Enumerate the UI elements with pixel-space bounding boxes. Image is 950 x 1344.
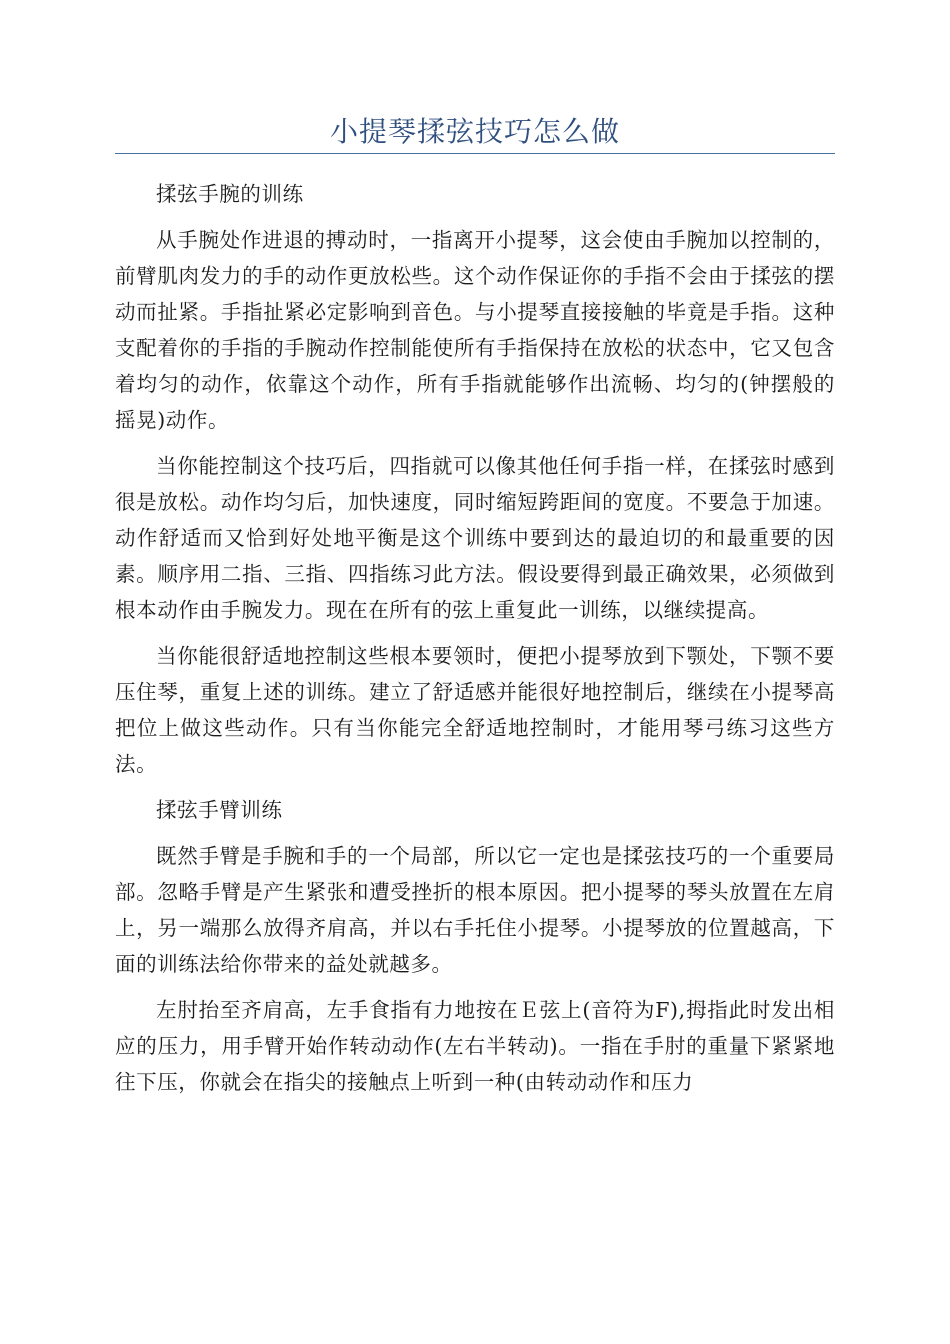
document-body (115, 176, 835, 1110)
paragraph: 左肘抬至齐肩高，左手食指有力地按在Ｅ弦上(音符为F),拇指此时发出相应的压力，用手臂开始作转动动作(左右半转动)。一指在手肘的重量下紧紧地往下压，你就会在指尖的接触点上听到一种(由转动动作和压力 (115, 998, 835, 1094)
section-heading-arm: 揉弦手臂训练 (156, 798, 283, 822)
paragraph: 当你能很舒适地控制这些根本要领时，便把小提琴放到下颚处，下颚不要压住琴，重复上述的训练。建立了舒适感并能很好地控制后，继续在小提琴高把位上做这些动作。只有当你能完全舒适地控制时，才能用琴弓练习这些方法。 (115, 644, 835, 776)
paragraph: 从手腕处作进退的搏动时，一指离开小提琴，这会使由手腕加以控制的，前臂肌肉发力的手的动作更放松些。这个动作保证你的手指不会由于揉弦的摆动而扯紧。手指扯紧必定影响到音色。与小提琴直接接触的毕竟是手指。这种支配着你的手指的手腕动作控制能使所有手指保持在放松的状态中，它又包含着均匀的动作，依靠这个动作，所有手指就能够作出流畅、均匀的(钟摆般的摇晃)动作。 (115, 228, 835, 432)
section-heading-wrist: 揉弦手腕的训练 (156, 182, 304, 206)
paragraph: 当你能控制这个技巧后，四指就可以像其他任何手指一样，在揉弦时感到很是放松。动作均匀后，加快速度，同时缩短跨距间的宽度。不要急于加速。动作舒适而又恰到好处地平衡是这个训练中要到达的最迫切的和最重要的因素。顺序用二指、三指、四指练习此方法。假设要得到最正确效果，必须做到根本动作由手腕发力。现在在所有的弦上重复此一训练，以继续提高。 (115, 454, 835, 622)
document-title: 小提琴揉弦技巧怎么做 (329, 115, 620, 148)
title-underline (115, 153, 835, 154)
paragraph: 既然手臂是手腕和手的一个局部，所以它一定也是揉弦技巧的一个重要局部。忽略手臂是产生紧张和遭受挫折的根本原因。把小提琴的琴头放置在左肩上，另一端那么放得齐肩高，并以右手托住小提琴。小提琴放的位置越高，下面的训练法给你带来的益处就越多。 (115, 844, 835, 976)
